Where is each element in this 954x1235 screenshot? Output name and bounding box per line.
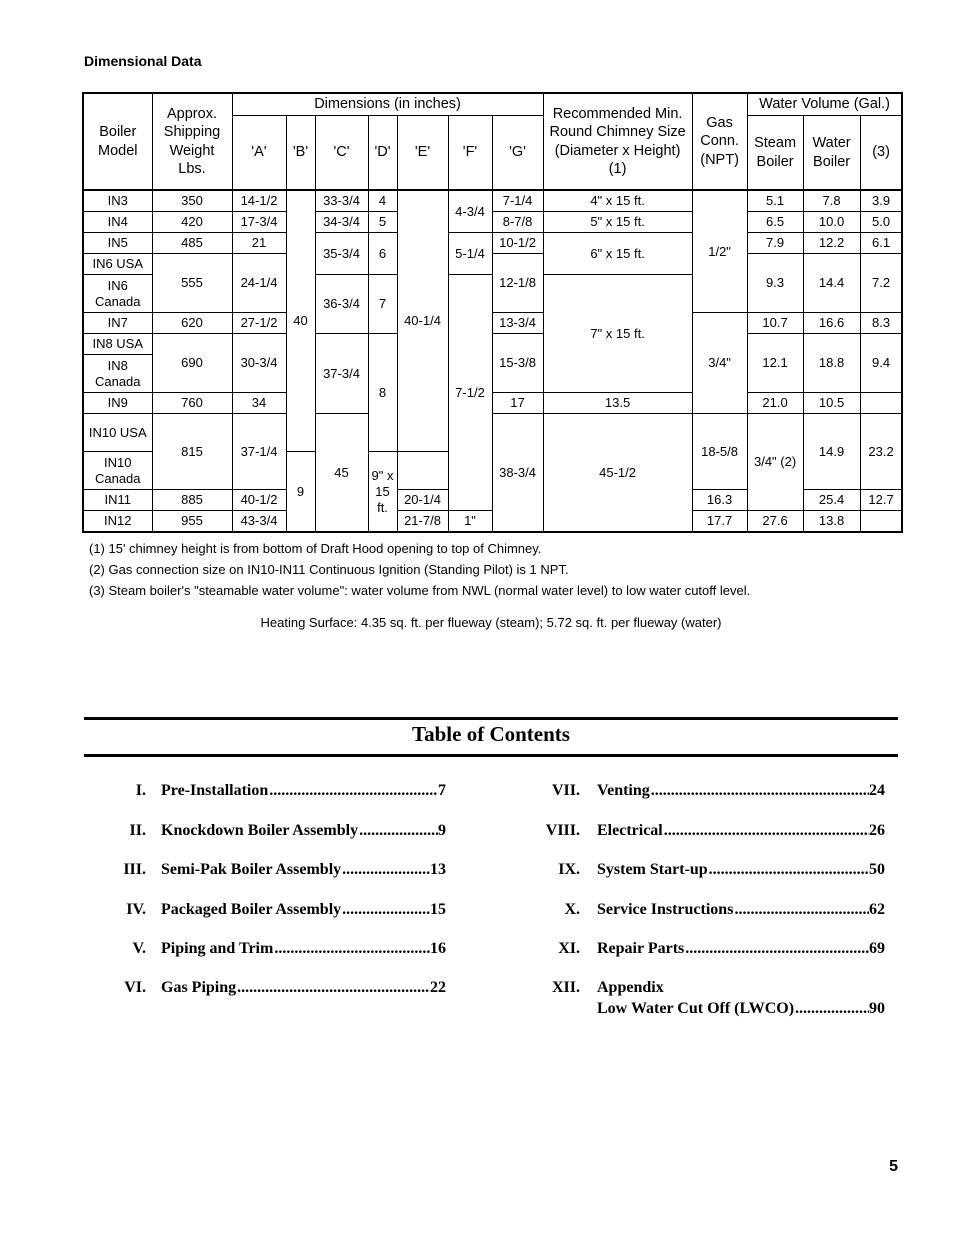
toc-page: 7 — [438, 782, 446, 799]
toc-line — [161, 859, 446, 880]
c-cell: 35-3/4 — [315, 233, 368, 275]
model-cell: IN6 USA — [83, 254, 152, 275]
weight-cell: 420 — [152, 212, 232, 233]
toc-line — [597, 899, 885, 920]
toc-number: V. — [132, 940, 146, 957]
toc-page: 26 — [869, 822, 885, 839]
toc-title-text: Service Instructions — [597, 901, 734, 918]
toc-number: III. — [123, 861, 146, 878]
gas-cell: 1/2" — [692, 190, 747, 313]
toc-line — [597, 780, 885, 801]
a-cell: 30-3/4 — [232, 334, 286, 393]
toc-title-text: Semi-Pak Boiler Assembly — [161, 861, 342, 878]
toc-line — [597, 938, 885, 959]
weight-cell: 760 — [152, 393, 232, 414]
toc-number: I. — [135, 782, 146, 799]
toc-number: VI. — [124, 979, 146, 996]
a-cell: 40-1/2 — [232, 490, 286, 511]
page-number: 5 — [889, 1158, 898, 1175]
header-dimensions: Dimensions (in inches) — [232, 93, 543, 116]
table-row — [83, 254, 902, 275]
g-cell: 7-1/4 — [492, 190, 543, 212]
steam-cell: 10.7 — [747, 313, 803, 334]
toc-page: 90 — [869, 1000, 885, 1017]
toc-page: 62 — [869, 901, 885, 918]
model-cell: IN10 USA — [83, 414, 152, 452]
weight-cell: 885 — [152, 490, 232, 511]
toc-title-text: Gas Piping — [161, 979, 237, 996]
a-cell: 14-1/2 — [232, 190, 286, 212]
toc-bottom-rule — [84, 754, 898, 757]
vol3-cell: 8.3 — [860, 313, 902, 334]
leader-dots — [236, 977, 430, 998]
vol3-cell: 7.2 — [860, 254, 902, 313]
chimney-cell: 5" x 15 ft. — [543, 212, 692, 233]
water-cell: 7.8 — [803, 190, 860, 212]
weight-cell: 555 — [152, 254, 232, 313]
section-heading: Dimensional Data — [84, 53, 202, 69]
vol3-cell: 6.1 — [860, 233, 902, 254]
d-cell: 9 — [286, 452, 315, 533]
toc-number: VII. — [551, 782, 580, 799]
b-cell: 40 — [286, 190, 315, 452]
gas-cell: 3/4" — [692, 313, 747, 414]
header-boiler-model: Boiler Model — [83, 93, 152, 190]
toc-title-text: Piping and Trim — [161, 940, 274, 957]
table-row — [83, 393, 902, 414]
weight-cell: 485 — [152, 233, 232, 254]
header-weight: Approx. Shipping Weight Lbs. — [152, 93, 232, 190]
vol3-cell: 12.7 — [860, 490, 902, 511]
leader-dots — [650, 780, 869, 801]
model-cell: IN4 — [83, 212, 152, 233]
g-cell: 12-1/8 — [492, 254, 543, 313]
leader-dots — [341, 859, 430, 880]
toc-page: 22 — [430, 979, 446, 996]
weight-cell: 955 — [152, 511, 232, 533]
model-cell: IN3 — [83, 190, 152, 212]
model-cell: IN9 — [83, 393, 152, 414]
d-cell: 5 — [368, 212, 397, 233]
vol3-cell: 5.0 — [860, 212, 902, 233]
e-cell: 40-1/4 — [397, 190, 448, 452]
model-cell: IN5 — [83, 233, 152, 254]
leader-dots — [358, 820, 438, 841]
toc-subtitle-text: Low Water Cut Off (LWCO) — [597, 1000, 795, 1017]
b-cell: 45 — [315, 414, 368, 533]
weight-cell: 350 — [152, 190, 232, 212]
toc-number: XI. — [558, 940, 580, 957]
heating-surface-note: Heating Surface: 4.35 sq. ft. per flueway (steam); 5.72 sq. ft. per flueway (water) — [260, 615, 722, 630]
toc-number: X. — [564, 901, 580, 918]
c-cell: 34-3/4 — [315, 212, 368, 233]
toc-page: 9 — [438, 822, 446, 839]
chimney-cell: 7" x 15 ft. — [543, 275, 692, 393]
chimney-cell: 6" x 15 ft. — [543, 233, 692, 275]
water-cell: 14.4 — [803, 254, 860, 313]
c-cell: 38-3/4 — [492, 414, 543, 533]
g-cell: 20-1/4 — [397, 490, 448, 511]
chimney-cell: 9" x 15 ft. — [368, 452, 397, 533]
toc-top-rule — [84, 717, 898, 720]
g-cell: 10-1/2 — [492, 233, 543, 254]
toc-number: II. — [129, 822, 146, 839]
leader-dots — [684, 938, 869, 959]
leader-dots — [341, 899, 430, 920]
leader-dots — [794, 998, 869, 1019]
g-cell: 18-5/8 — [692, 414, 747, 490]
water-cell: 16.6 — [803, 313, 860, 334]
steam-cell: 16.3 — [692, 490, 747, 511]
toc-line — [161, 899, 446, 920]
footnote-2: (2) Gas connection size on IN10-IN11 Continuous Ignition (Standing Pilot) is 1 NPT. — [89, 562, 569, 577]
steam-cell: 7.9 — [747, 233, 803, 254]
a-cell: 17-3/4 — [232, 212, 286, 233]
c-cell: 33-3/4 — [315, 190, 368, 212]
model-cell: IN6 Canada — [83, 275, 152, 313]
toc-page: 13 — [430, 861, 446, 878]
toc-title-text: System Start-up — [597, 861, 708, 878]
table-row — [83, 212, 902, 233]
footnote-1: (1) 15' chimney height is from bottom of Draft Hood opening to top of Chimney. — [89, 541, 542, 556]
weight-cell: 620 — [152, 313, 232, 334]
weight-cell: 815 — [152, 414, 232, 490]
g-cell: 17 — [492, 393, 543, 414]
leader-dots — [708, 859, 869, 880]
a-cell: 21 — [232, 233, 286, 254]
vol3-cell: 9.4 — [860, 334, 902, 393]
toc-page: 16 — [430, 940, 446, 957]
toc-title-text: Pre-Installation — [161, 782, 269, 799]
toc-title-text: Knockdown Boiler Assembly — [161, 822, 359, 839]
toc-line — [597, 998, 885, 1019]
header-f: 'F' — [448, 116, 492, 191]
a-cell: 34 — [232, 393, 286, 414]
dimensional-data-table — [82, 92, 903, 533]
water-cell: 21.0 — [747, 393, 803, 414]
toc-line — [597, 820, 885, 841]
model-cell: IN7 — [83, 313, 152, 334]
water-cell: 25.4 — [803, 490, 860, 511]
toc-number: VIII. — [545, 822, 580, 839]
water-cell: 10.0 — [803, 212, 860, 233]
gas-cell: 3/4" (2) — [747, 414, 803, 511]
toc-number: XII. — [551, 979, 580, 996]
toc-number: IV. — [126, 901, 146, 918]
toc-title-text: Repair Parts — [597, 940, 685, 957]
d-cell: 8 — [368, 334, 397, 452]
header-e: 'E' — [397, 116, 448, 191]
header-water-boiler: Water Boiler — [803, 116, 860, 191]
header-note3: (3) — [860, 116, 902, 191]
toc-title-text: Packaged Boiler Assembly — [161, 901, 342, 918]
water-cell: 18.8 — [803, 334, 860, 393]
c-cell: 37-3/4 — [315, 334, 368, 414]
header-gas-conn: Gas Conn. (NPT) — [692, 93, 747, 190]
table-row — [83, 414, 902, 452]
d-cell: 4 — [368, 190, 397, 212]
water-cell: 12.2 — [803, 233, 860, 254]
header-a: 'A' — [232, 116, 286, 191]
footnote-3: (3) Steam boiler's "steamable water volume": water volume from NWL (normal water level) to low water cutoff level. — [89, 583, 751, 598]
f-cell: 5-1/4 — [448, 233, 492, 275]
vol3-cell: 13.8 — [803, 511, 860, 533]
header-water-volume: Water Volume (Gal.) — [747, 93, 902, 116]
model-cell: IN12 — [83, 511, 152, 533]
toc-title-text: Venting — [597, 782, 650, 799]
leader-dots — [733, 899, 869, 920]
toc-line — [161, 820, 446, 841]
table-row — [83, 334, 902, 355]
leader-dots — [273, 938, 430, 959]
f-cell: 4-3/4 — [448, 190, 492, 233]
d-cell: 6 — [368, 233, 397, 275]
table-row — [83, 313, 902, 334]
gas-cell: 1" — [448, 511, 492, 533]
toc-page: 50 — [869, 861, 885, 878]
a-cell: 37-1/4 — [232, 414, 286, 490]
chimney-cell: 4" x 15 ft. — [543, 190, 692, 212]
toc-title-text: Electrical — [597, 822, 663, 839]
a-cell: 43-3/4 — [232, 511, 286, 533]
model-cell: IN8 Canada — [83, 355, 152, 393]
model-cell: IN8 USA — [83, 334, 152, 355]
toc-line — [597, 859, 885, 880]
g-cell: 8-7/8 — [492, 212, 543, 233]
steam-cell: 5.1 — [747, 190, 803, 212]
steam-cell: 14.9 — [803, 414, 860, 490]
toc-page: 24 — [869, 782, 885, 799]
weight-cell: 690 — [152, 334, 232, 393]
toc-number: IX. — [558, 861, 580, 878]
a-cell: 24-1/4 — [232, 254, 286, 313]
toc-title-text: Appendix — [597, 979, 664, 996]
g-cell: 15-3/8 — [492, 334, 543, 393]
header-d: 'D' — [368, 116, 397, 191]
header-b: 'B' — [286, 116, 315, 191]
c-cell: 36-3/4 — [315, 275, 368, 334]
header-g: 'G' — [492, 116, 543, 191]
vol3-cell: 3.9 — [860, 190, 902, 212]
header-chimney: Recommended Min. Round Chimney Size (Diameter x Height) (1) — [543, 93, 692, 190]
a-cell: 27-1/2 — [232, 313, 286, 334]
toc-line — [161, 977, 446, 998]
toc-page: 69 — [869, 940, 885, 957]
steam-cell: 9.3 — [747, 254, 803, 313]
toc-page: 15 — [430, 901, 446, 918]
steam-cell: 17.7 — [692, 511, 747, 533]
leader-dots — [663, 820, 869, 841]
steam-cell: 13.5 — [543, 393, 692, 414]
steam-cell: 12.1 — [747, 334, 803, 393]
e-cell: 45-1/2 — [543, 414, 692, 533]
steam-cell: 6.5 — [747, 212, 803, 233]
toc-line — [161, 938, 446, 959]
d-cell: 7 — [368, 275, 397, 334]
vol3-cell: 10.5 — [803, 393, 860, 414]
header-c: 'C' — [315, 116, 368, 191]
water-cell: 23.2 — [860, 414, 902, 490]
g-cell: 21-7/8 — [397, 511, 448, 533]
f-cell: 7-1/2 — [448, 275, 492, 511]
header-steam-boiler: Steam Boiler — [747, 116, 803, 191]
g-cell: 13-3/4 — [492, 313, 543, 334]
table-row — [83, 190, 902, 212]
table-row — [83, 233, 902, 254]
model-cell: IN11 — [83, 490, 152, 511]
model-cell: IN10 Canada — [83, 452, 152, 490]
toc-line — [161, 780, 446, 801]
leader-dots — [268, 780, 438, 801]
header-row-1 — [83, 93, 902, 116]
toc-title: Table of Contents — [412, 722, 570, 746]
water-cell: 27.6 — [747, 511, 803, 533]
